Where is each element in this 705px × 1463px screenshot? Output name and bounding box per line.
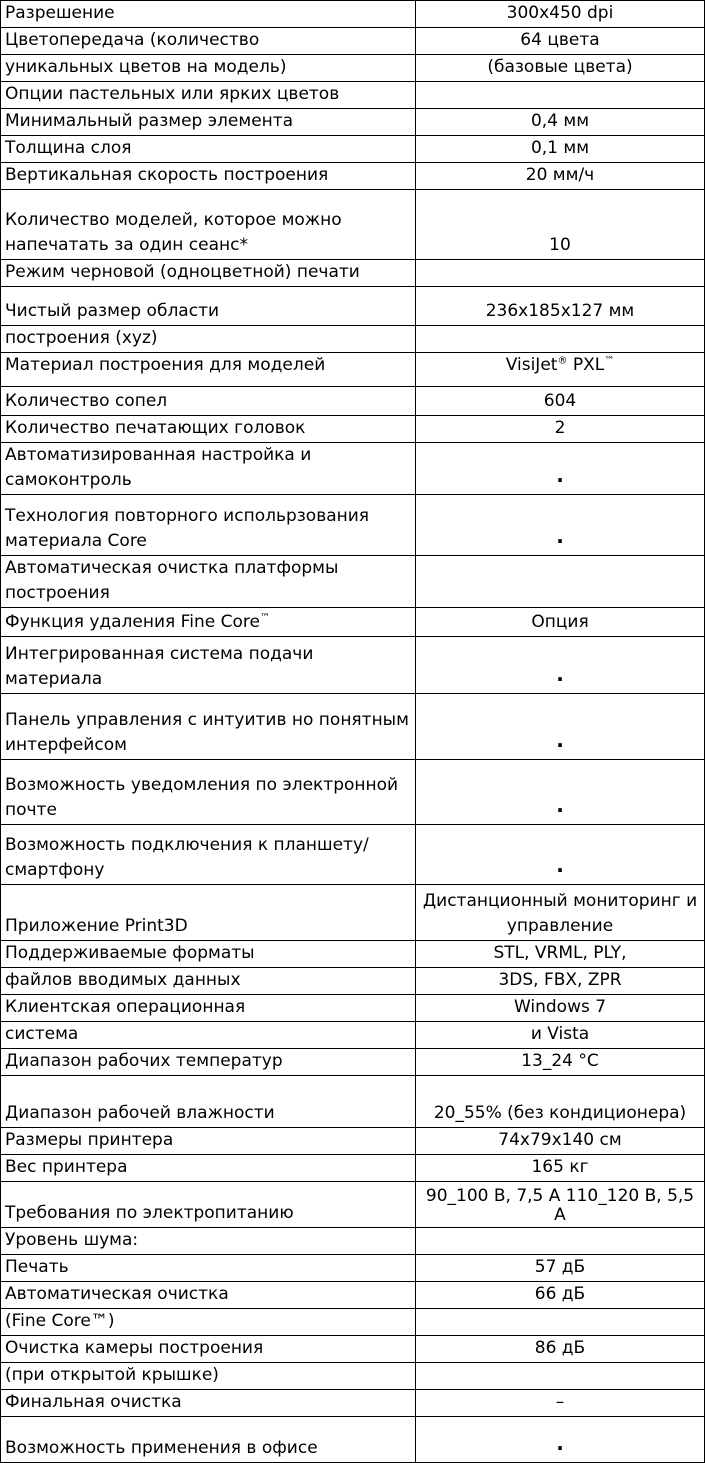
table-row — [1, 760, 705, 825]
table-row — [1, 941, 705, 968]
table-row — [1, 1336, 705, 1363]
table-row — [1, 968, 705, 995]
param-cell: Панель управления с интуитив но понятным интерфейсом — [1, 694, 416, 760]
value-cell: 10 — [416, 190, 705, 260]
table-row — [1, 1128, 705, 1155]
table-row — [1, 637, 705, 694]
table-row — [1, 353, 705, 387]
param-cell: Размеры принтера — [1, 1128, 416, 1155]
value-cell: · — [416, 694, 705, 760]
table-row — [1, 1255, 705, 1282]
table-row — [1, 136, 705, 163]
param-cell: Количество моделей, которое можно напечатать за один сеанс* — [1, 190, 416, 260]
table-row — [1, 1, 705, 28]
param-cell: Количество печатающих головок — [1, 416, 416, 443]
param-cell: Финальная очистка — [1, 1390, 416, 1417]
param-cell: Требования по электропитанию — [1, 1182, 416, 1228]
param-text: Функция удаления Fine Core — [5, 612, 260, 632]
value-cell — [416, 326, 705, 353]
param-cell: система — [1, 1022, 416, 1049]
param-cell: файлов вводимых данных — [1, 968, 416, 995]
table-row — [1, 326, 705, 353]
value-cell: 2 — [416, 416, 705, 443]
table-row — [1, 1390, 705, 1417]
value-cell: 20 мм/ч — [416, 163, 705, 190]
table-row — [1, 495, 705, 556]
param-cell: Возможность уведомления по электронной почте — [1, 760, 416, 825]
value-cell: 236x185x127 мм — [416, 287, 705, 326]
value-cell: STL, VRML, PLY, — [416, 941, 705, 968]
param-cell: Возможность подключения к планшету/смартфону — [1, 825, 416, 885]
value-cell — [416, 260, 705, 287]
value-cell: Опция — [416, 608, 705, 637]
value-cell: и Vista — [416, 1022, 705, 1049]
trademark-mark: ™ — [604, 355, 615, 367]
param-cell — [1, 608, 416, 637]
table-row — [1, 1363, 705, 1390]
param-cell: Диапазон рабочих температур — [1, 1049, 416, 1076]
value-cell: 13_24 °C — [416, 1049, 705, 1076]
value-cell: Windows 7 — [416, 995, 705, 1022]
param-cell: Приложение Print3D — [1, 885, 416, 941]
param-cell: Возможность применения в офисе — [1, 1417, 416, 1463]
value-cell — [416, 1228, 705, 1255]
table-row — [1, 1155, 705, 1182]
param-cell: Цветопередача (количество — [1, 28, 416, 55]
param-cell: Разрешение — [1, 1, 416, 28]
value-cell: (базовые цвета) — [416, 55, 705, 82]
param-cell: Клиентская операционная — [1, 995, 416, 1022]
value-cell: – — [416, 1390, 705, 1417]
value-cell: 20_55% (без кондиционера) — [416, 1076, 705, 1128]
table-row — [1, 387, 705, 416]
value-cell: · — [416, 760, 705, 825]
value-cell — [416, 556, 705, 608]
table-row — [1, 1182, 705, 1228]
value-cell: · — [416, 495, 705, 556]
table-row — [1, 55, 705, 82]
param-cell: Печать — [1, 1255, 416, 1282]
specifications-table-body — [1, 1, 705, 1463]
param-cell: Автоматизированная настройка и самоконтроль — [1, 443, 416, 495]
param-cell: Режим черновой (одноцветной) печати — [1, 260, 416, 287]
table-row — [1, 109, 705, 136]
value-cell: 0,1 мм — [416, 136, 705, 163]
value-cell: 74x79x140 см — [416, 1128, 705, 1155]
table-row — [1, 1076, 705, 1128]
param-cell: Технология повторного испольрзования материала Core — [1, 495, 416, 556]
value-cell: · — [416, 825, 705, 885]
material-suffix: PXL — [567, 355, 605, 375]
value-cell — [416, 353, 705, 387]
param-cell: Вертикальная скорость построения — [1, 163, 416, 190]
value-cell: · — [416, 443, 705, 495]
table-row — [1, 163, 705, 190]
table-row — [1, 1309, 705, 1336]
value-cell: 165 кг — [416, 1155, 705, 1182]
table-row — [1, 1282, 705, 1309]
table-row — [1, 82, 705, 109]
table-row — [1, 443, 705, 495]
param-cell: Автоматическая очистка платформы построения — [1, 556, 416, 608]
param-cell: Очистка камеры построения — [1, 1336, 416, 1363]
param-cell: Поддерживаемые форматы — [1, 941, 416, 968]
value-cell: 3DS, FBX, ZPR — [416, 968, 705, 995]
param-cell: Количество сопел — [1, 387, 416, 416]
table-row — [1, 416, 705, 443]
value-cell — [416, 1309, 705, 1336]
value-cell: 66 дБ — [416, 1282, 705, 1309]
trademark-mark: ™ — [259, 612, 270, 624]
table-row — [1, 825, 705, 885]
value-cell: 300x450 dpi — [416, 1, 705, 28]
value-cell: Дистанционный мониторинг и управление — [416, 885, 705, 941]
param-cell: Материал построения для моделей — [1, 353, 416, 387]
table-row — [1, 1228, 705, 1255]
value-cell: · — [416, 637, 705, 694]
param-cell: Уровень шума: — [1, 1228, 416, 1255]
table-row — [1, 260, 705, 287]
registered-mark: ® — [557, 355, 568, 367]
table-row — [1, 995, 705, 1022]
table-row — [1, 1049, 705, 1076]
value-cell: 64 цвета — [416, 28, 705, 55]
table-row — [1, 1022, 705, 1049]
value-cell: 90_100 В, 7,5 А 110_120 В, 5,5 А — [416, 1182, 705, 1228]
value-cell: 0,4 мм — [416, 109, 705, 136]
param-cell: Толщина слоя — [1, 136, 416, 163]
param-cell: Чистый размер области — [1, 287, 416, 326]
value-cell — [416, 1363, 705, 1390]
table-row — [1, 885, 705, 941]
table-row — [1, 608, 705, 637]
table-row — [1, 28, 705, 55]
param-cell: построения (xyz) — [1, 326, 416, 353]
param-cell: Диапазон рабочей влажности — [1, 1076, 416, 1128]
table-row — [1, 556, 705, 608]
value-cell: 604 — [416, 387, 705, 416]
value-cell: 86 дБ — [416, 1336, 705, 1363]
material-name: VisiJet — [505, 355, 558, 375]
param-cell: Вес принтера — [1, 1155, 416, 1182]
value-cell — [416, 82, 705, 109]
table-row — [1, 287, 705, 326]
param-cell: уникальных цветов на модель) — [1, 55, 416, 82]
table-row — [1, 190, 705, 260]
param-cell: Автоматическая очистка — [1, 1282, 416, 1309]
param-cell: (при открытой крышке) — [1, 1363, 416, 1390]
table-row — [1, 694, 705, 760]
param-cell: (Fine Core™) — [1, 1309, 416, 1336]
value-cell: 57 дБ — [416, 1255, 705, 1282]
param-cell: Минимальный размер элемента — [1, 109, 416, 136]
param-cell: Интегрированная система подачи материала — [1, 637, 416, 694]
value-cell: · — [416, 1417, 705, 1463]
param-cell: Опции пастельных или ярких цветов — [1, 82, 416, 109]
